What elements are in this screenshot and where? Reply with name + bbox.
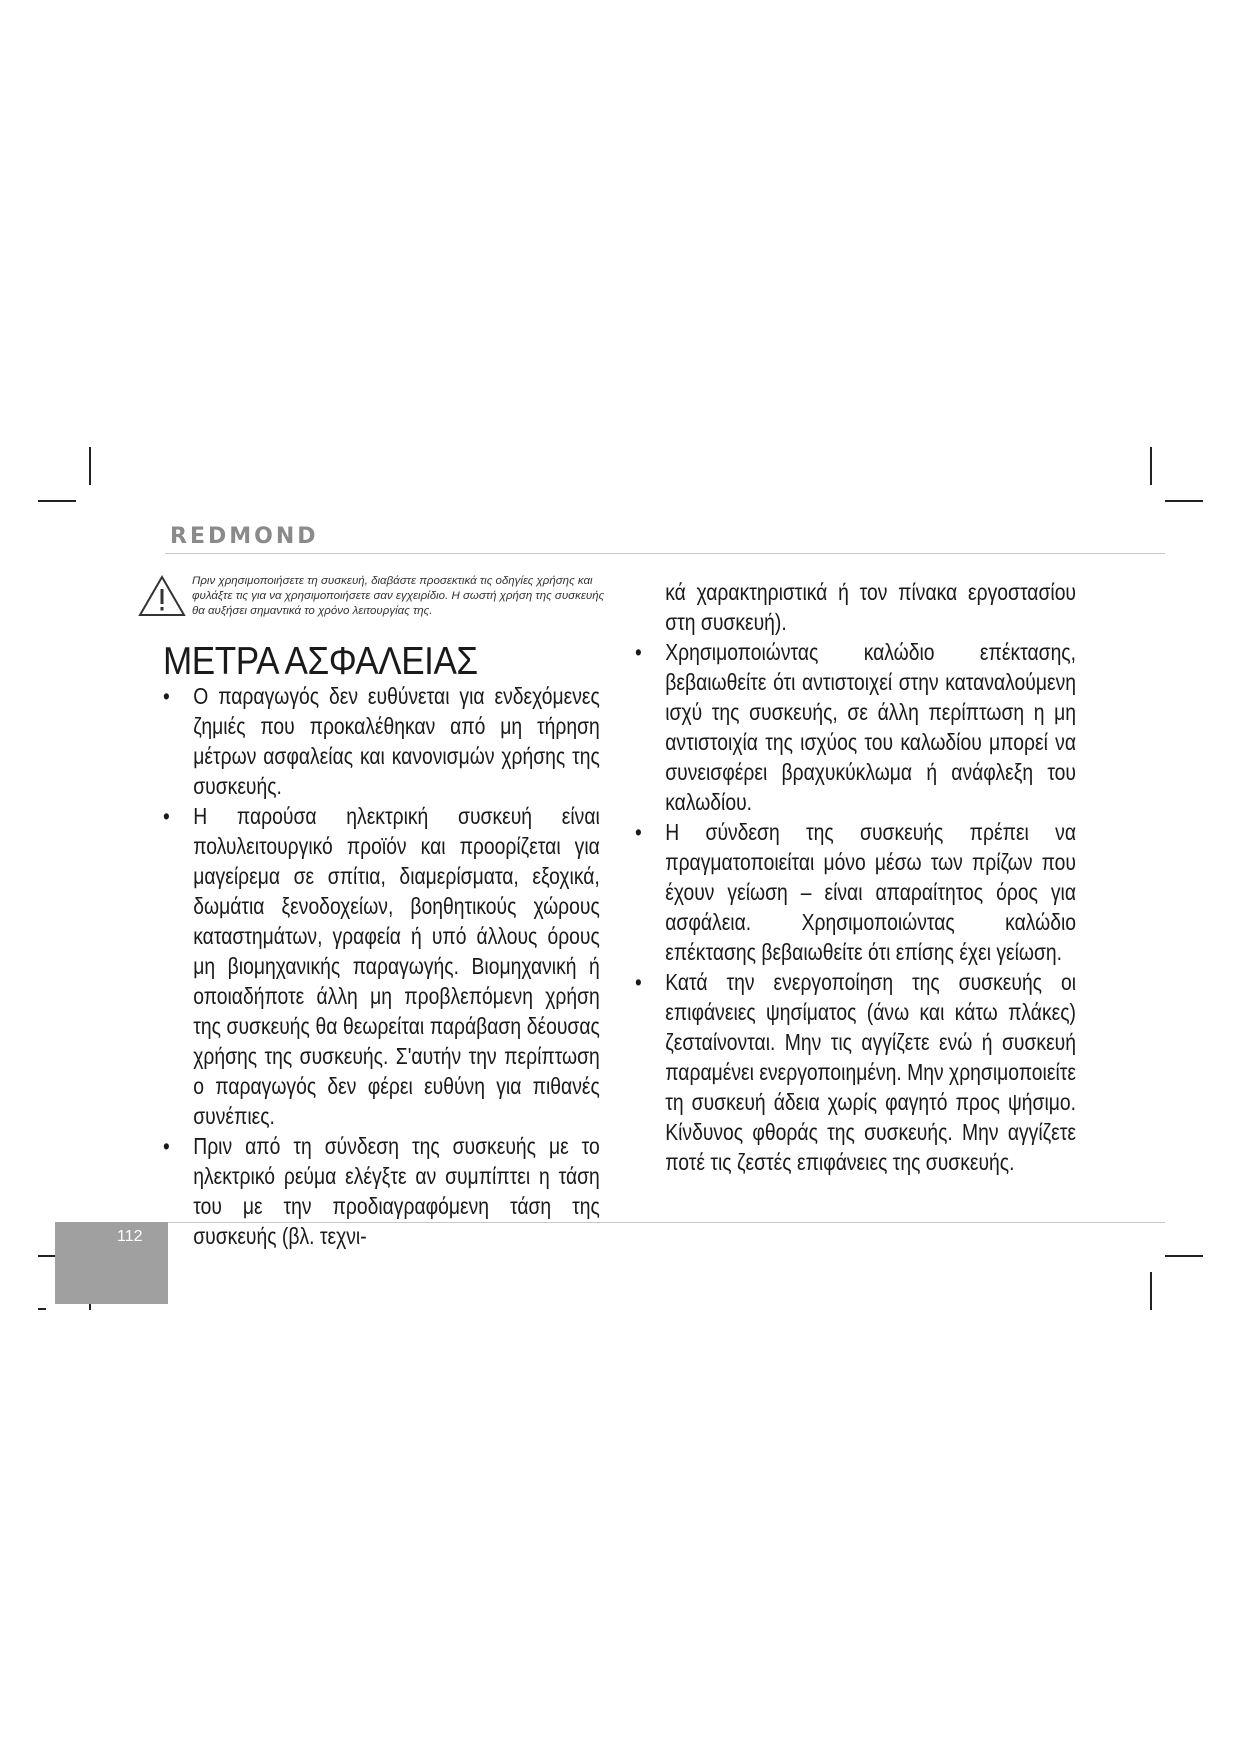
list-item-continuation: κά χαρακτηριστικά ή τον πίνακα εργοστασίου στη συσκευή). xyxy=(665,579,1076,635)
header-divider xyxy=(165,553,1165,554)
crop-mark xyxy=(38,500,76,502)
list-item xyxy=(635,637,1076,817)
list-item xyxy=(163,681,600,801)
bullet-icon: • xyxy=(635,639,642,665)
bullet-icon: • xyxy=(635,969,642,995)
bullet-icon: • xyxy=(163,1133,170,1159)
list-item-text: Κατά την ενεργοποίηση της συσκευής οι επιφάνειες ψησίματος (άνω και κάτω πλάκες) ζεσταίνονται. Μην τις αγγίζετε ενώ ή συσκευή παραμένει ενεργοποιημένη. Μην χρησιμοποιείτε τη συσκευή άδεια χωρίς φαγητό προς ψήσιμο. Κίνδυνος φθοράς της συσκευής. Μην αγγίζετε ποτέ τις ζεστές επιφάνειες της συσκευής. xyxy=(665,969,1076,1175)
crop-mark xyxy=(89,447,91,485)
warning-note: Πριν χρησιμοποιήσετε τη συσκευή, διαβάστε προσεκτικά τις οδηγίες χρήσης και φυλάξτε τις για να χρησιμοποιήσετε σαν εγχειρίδιο. Η σωστή χρήση της συσκευής θα αυξήσει σημαντικά το χρόνο λειτουργίας της. xyxy=(192,575,605,617)
right-column xyxy=(635,577,1076,1177)
crop-mark xyxy=(1150,1272,1152,1310)
left-column xyxy=(163,681,600,1251)
bullet-icon: • xyxy=(163,803,170,829)
list-item-text: Χρησιμοποιώντας καλώδιο επέκτασης, βεβαιωθείτε ότι αντιστοιχεί στην καταναλούμενη ισχύ της συσκευής, σε άλλη περίπτωση η μη αντιστοιχία της ισχύος του καλωδίου μπορεί να συνεισφέρει βραχυκύκλωμα ή ανάφλεξη του καλωδίου. xyxy=(665,639,1076,815)
page-number-box xyxy=(55,1222,168,1304)
footer-divider xyxy=(165,1222,1165,1223)
crop-mark xyxy=(1150,447,1152,485)
section-title: ΜΕΤΡΑ ΑΣΦΑΛΕΙΑΣ xyxy=(163,640,478,683)
list-item-text: Ο παραγωγός δεν ευθύνεται για ενδεχόμενες ζημιές που προκαλέθηκαν από μη τήρηση μέτρων ασφαλείας και κανονισμών χρήσης της συσκευής. xyxy=(193,683,600,799)
list-item xyxy=(635,817,1076,967)
list-item-text: Η παρούσα ηλεκτρική συσκευή είναι πολυλειτουργικό προϊόν και προορίζεται για μαγείρεμα σε σπίτια, διαμερίσματα, εξοχικά, δωμάτια ξενοδοχείων, βοηθητικούς χώρους καταστημάτων, γραφεία ή υπό άλλους όρους μη βιομηχανικής παραγωγής. Βιομηχανική ή οποιαδήποτε άλλη μη προβλεπόμενη χρήση της συσκευής θα θεωρείται παράβαση δέουσας χρήσης της συσκευής. Σ'αυτήν την περίπτωση ο παραγωγός δεν φέρει ευθύνη για πιθανές συνέπιες. xyxy=(193,803,600,1129)
list-item-text: Η σύνδεση της συσκευής πρέπει να πραγματοποιείται μόνο μέσω των πρίζων που έχουν γείωση – είναι απαραίτητος όρος για ασφάλεια. Χρησιμοποιώντας καλώδιο επέκτασης βεβαιωθείτε ότι επίσης έχει γείωση. xyxy=(665,819,1076,965)
list-item-text: Πριν από τη σύνδεση της συσκευής με το ηλεκτρικό ρεύμα ελέγξτε αν συμπίπτει η τάση του με την προδιαγραφόμενη τάση της συσκευής (βλ. τεχνι- xyxy=(193,1133,600,1249)
warning-triangle-icon xyxy=(138,574,186,618)
list-item xyxy=(163,1131,600,1251)
bullet-icon: • xyxy=(163,683,170,709)
list-item xyxy=(163,801,600,1131)
crop-mark xyxy=(1165,500,1203,502)
crop-mark xyxy=(38,1308,46,1310)
bullet-icon: • xyxy=(635,819,642,845)
brand-logo: REDMOND xyxy=(170,524,319,549)
page-number: 112 xyxy=(117,1228,143,1245)
crop-mark xyxy=(1165,1255,1203,1257)
list-item xyxy=(635,967,1076,1177)
